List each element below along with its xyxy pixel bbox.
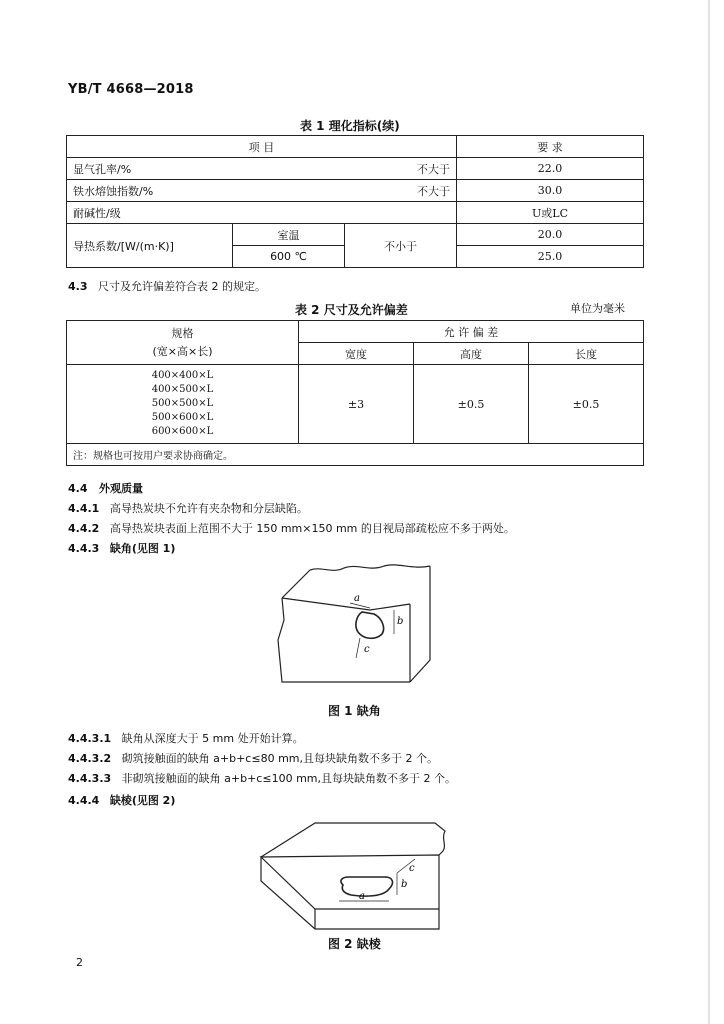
row-name: 耐碱性/级 bbox=[67, 202, 457, 224]
item-title: 缺角(见图 1) bbox=[109, 542, 176, 555]
size-list bbox=[67, 365, 299, 444]
item-text: 缺角从深度大于 5 mm 处开始计算。 bbox=[121, 732, 304, 745]
thermal-name: 导热系数/[W/(m·K)] bbox=[67, 224, 233, 268]
row-name: 显气孔率/% bbox=[67, 158, 345, 180]
table-row bbox=[67, 180, 644, 202]
size-item: 500×600×L bbox=[151, 412, 214, 423]
item-text: 砌筑接触面的缺角 a+b+c≤80 mm,且每块缺角数不多于 2 个。 bbox=[121, 752, 438, 765]
thermal-value: 25.0 bbox=[457, 246, 644, 268]
item-number: 4.4.1 bbox=[68, 502, 100, 515]
item-text: 高导热炭块表面上范围不大于 150 mm×150 mm 的目视局部疏松应不多于两处。 bbox=[109, 522, 515, 535]
row-condition: 不大于 bbox=[345, 158, 457, 180]
figure2-drawing bbox=[255, 815, 455, 930]
size-item: 400×400×L bbox=[151, 370, 214, 381]
table2-header-spec bbox=[67, 321, 299, 365]
section-4-3 bbox=[68, 280, 266, 294]
row-value: U或LC bbox=[457, 202, 644, 224]
item-text: 高导热炭块不允许有夹杂物和分层缺陷。 bbox=[109, 502, 308, 515]
item-4-4-3 bbox=[68, 542, 175, 556]
item-4-4-3-3 bbox=[68, 772, 456, 786]
figure1-label-a: a bbox=[354, 593, 360, 604]
figure1-label-c: c bbox=[364, 644, 370, 655]
item-number: 4.4.3.2 bbox=[68, 752, 112, 765]
tolerance-length: ±0.5 bbox=[529, 365, 644, 444]
item-4-4-4 bbox=[68, 794, 175, 808]
item-number: 4.4.3 bbox=[68, 542, 100, 555]
section-number: 4.3 bbox=[68, 280, 88, 293]
table2-header-length: 长度 bbox=[529, 343, 644, 365]
item-4-4-1 bbox=[68, 502, 308, 516]
thermal-sub-label: 室温 bbox=[233, 224, 345, 246]
size-item: 500×500×L bbox=[151, 398, 214, 409]
section-text: 尺寸及允许偏差符合表 2 的规定。 bbox=[98, 280, 266, 293]
section-number: 4.4 bbox=[68, 482, 88, 495]
table1 bbox=[66, 135, 644, 268]
table2-header-tolerance: 允 许 偏 差 bbox=[299, 321, 644, 343]
section-title: 外观质量 bbox=[99, 482, 143, 495]
table1-header-item: 项 目 bbox=[67, 136, 457, 158]
item-title: 缺棱(见图 2) bbox=[109, 794, 176, 807]
page-edge bbox=[708, 0, 710, 1024]
item-4-4-2 bbox=[68, 522, 515, 536]
item-4-4-3-2 bbox=[68, 752, 438, 766]
item-text: 非砌筑接触面的缺角 a+b+c≤100 mm,且每块缺角数不多于 2 个。 bbox=[121, 772, 456, 785]
spec-sub-label: (宽×高×长) bbox=[152, 344, 213, 358]
table2 bbox=[66, 320, 644, 466]
standard-number: YB/T 4668—2018 bbox=[68, 82, 194, 97]
tolerance-height: ±0.5 bbox=[414, 365, 529, 444]
tolerance-width: ±3 bbox=[299, 365, 414, 444]
table1-header-requirement: 要 求 bbox=[457, 136, 644, 158]
item-number: 4.4.3.3 bbox=[68, 772, 112, 785]
figure1-caption: 图 1 缺角 bbox=[328, 704, 381, 718]
page-number: 2 bbox=[76, 956, 83, 969]
spec-label: 规格 bbox=[171, 326, 194, 340]
thermal-sub-label: 600 ℃ bbox=[233, 246, 345, 268]
row-value: 22.0 bbox=[457, 158, 644, 180]
table-row bbox=[67, 202, 644, 224]
table2-header-width: 宽度 bbox=[299, 343, 414, 365]
item-number: 4.4.3.1 bbox=[68, 732, 112, 745]
row-condition: 不大于 bbox=[345, 180, 457, 202]
table2-unit: 单位为毫米 bbox=[570, 302, 625, 315]
table-row bbox=[67, 224, 644, 246]
table1-caption: 表 1 理化指标(续) bbox=[300, 119, 400, 133]
table2-header-height: 高度 bbox=[414, 343, 529, 365]
figure2-label-b: b bbox=[401, 879, 408, 890]
item-number: 4.4.4 bbox=[68, 794, 100, 807]
table2-caption: 表 2 尺寸及允许偏差 bbox=[295, 303, 408, 317]
figure2-label-a: a bbox=[359, 891, 365, 902]
item-number: 4.4.2 bbox=[68, 522, 100, 535]
item-4-4-3-1 bbox=[68, 732, 304, 746]
row-value: 30.0 bbox=[457, 180, 644, 202]
figure1-label-b: b bbox=[397, 616, 404, 627]
thermal-value: 20.0 bbox=[457, 224, 644, 246]
size-item: 400×500×L bbox=[151, 384, 214, 395]
section-4-4 bbox=[68, 482, 143, 496]
figure2-caption: 图 2 缺棱 bbox=[328, 937, 381, 951]
row-name: 铁水熔蚀指数/% bbox=[67, 180, 345, 202]
thermal-condition: 不小于 bbox=[345, 224, 457, 268]
figure2-label-c: c bbox=[409, 863, 415, 874]
table-row bbox=[67, 158, 644, 180]
table-row bbox=[67, 365, 644, 444]
figure1-drawing bbox=[270, 560, 450, 690]
size-item: 600×600×L bbox=[151, 426, 214, 437]
table2-note: 注：规格也可按用户要求协商确定。 bbox=[67, 444, 644, 466]
